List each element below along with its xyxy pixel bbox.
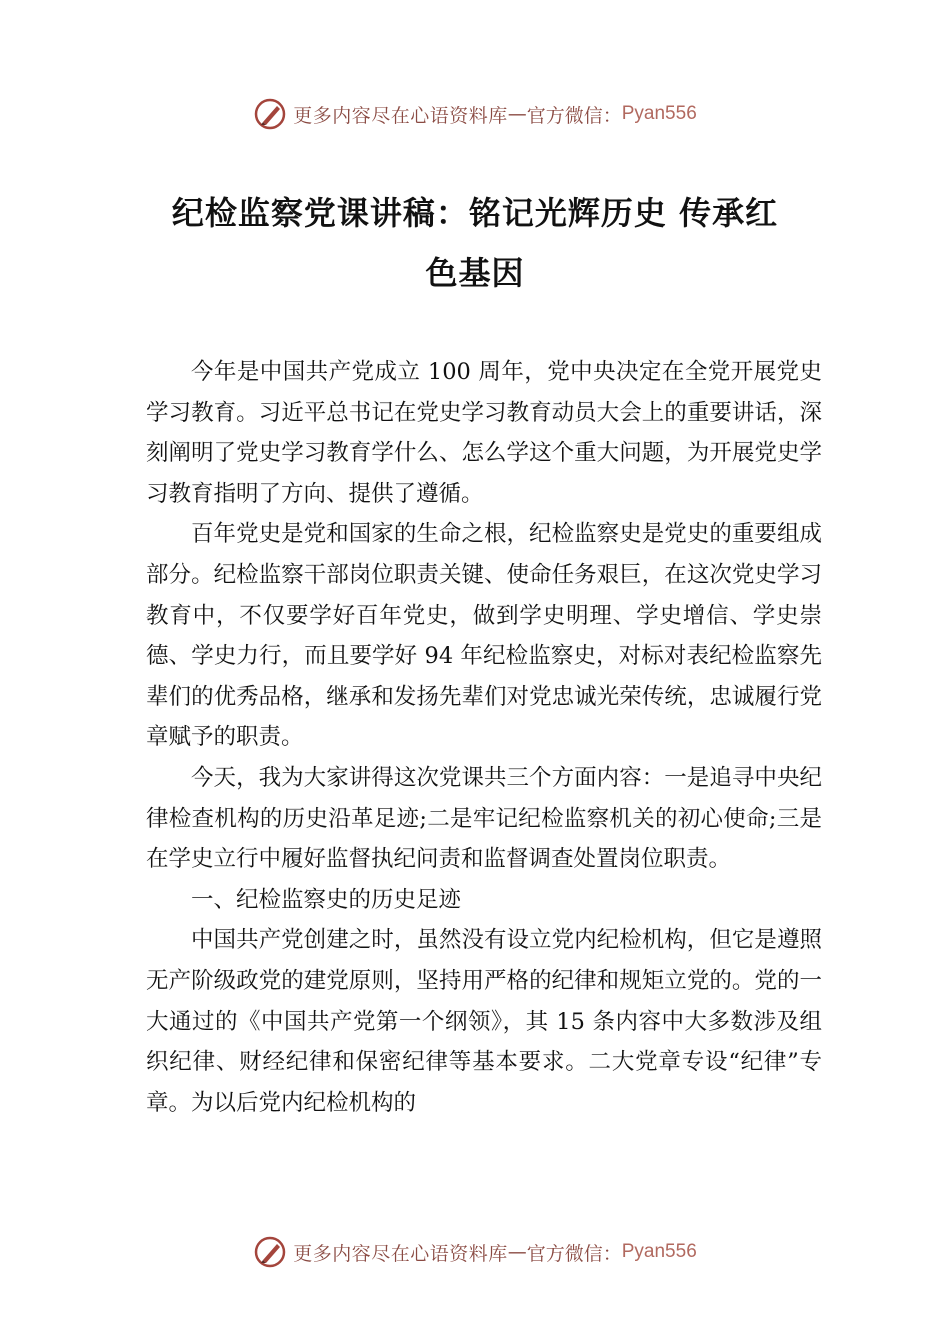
paragraph-intro: 今年是中国共产党成立 100 周年，党中央决定在全党开展党史学习教育。习近平总书记在党史学习教育动员大会上的重要讲话，深刻阐明了党史学习教育学什么、怎么学这个重大问题，为开展党史学习教育指明了方向、提供了遵循。 — [146, 359, 822, 507]
watermark-text: 更多内容尽在心语资料库 — [293, 1242, 508, 1265]
watermark-separator: — — [507, 1241, 527, 1263]
title-line-2: 色基因 — [425, 254, 525, 292]
section-heading-1: 一、纪检监察史的历史足迹 — [191, 886, 462, 913]
paragraph-founding: 中国共产党创建之时，虽然没有设立党内纪检机构，但它是遵照无产阶级政党的建党原则，坚持用严格的纪律和规矩立党的。党的一大通过的《中国共产党第一个纲领》，其 15 条内容中大多数涉及组织纪律、财经纪律和保密纪律等基本要求。二大党章专设“纪律”专章。为以后党内纪检机构的 — [146, 927, 822, 1116]
header-watermark — [0, 94, 950, 134]
pen-logo-icon — [253, 1235, 287, 1269]
watermark-text: 更多内容尽在心语资料库 — [293, 104, 508, 127]
paragraph-outline: 今天，我为大家讲得这次党课共三个方面内容：一是追寻中央纪律检查机构的历史沿革足迹;二是牢记纪检监察机关的初心使命;三是在学史立行中履好监督执纪问责和监督调查处置岗位职责。 — [146, 764, 822, 873]
watermark-wechat-id: Pyan556 — [621, 103, 697, 124]
document-title — [120, 183, 830, 303]
document-body — [146, 352, 822, 1123]
paragraph-history: 百年党史是党和国家的生命之根，纪检监察史是党史的重要组成部分。纪检监察干部岗位职责关键、使命任务艰巨，在这次党史学习教育中，不仅要学好百年党史，做到学史明理、学史增信、学史崇德、学史力行，而且要学好 94 年纪检监察史，对标对表纪检监察先辈们的优秀品格，继承和发扬先辈们对党忠诚光荣传统，忠诚履行党章赋予的职责。 — [146, 521, 822, 751]
pen-logo-icon — [253, 97, 287, 131]
watermark-wechat-label: 官方微信： — [526, 104, 622, 127]
watermark-wechat-id: Pyan556 — [621, 1241, 697, 1262]
footer-watermark — [0, 1232, 950, 1272]
watermark-wechat-label: 官方微信： — [526, 1242, 622, 1265]
watermark-separator: — — [507, 103, 527, 125]
title-line-1: 纪检监察党课讲稿：铭记光辉历史 传承红 — [171, 194, 779, 232]
